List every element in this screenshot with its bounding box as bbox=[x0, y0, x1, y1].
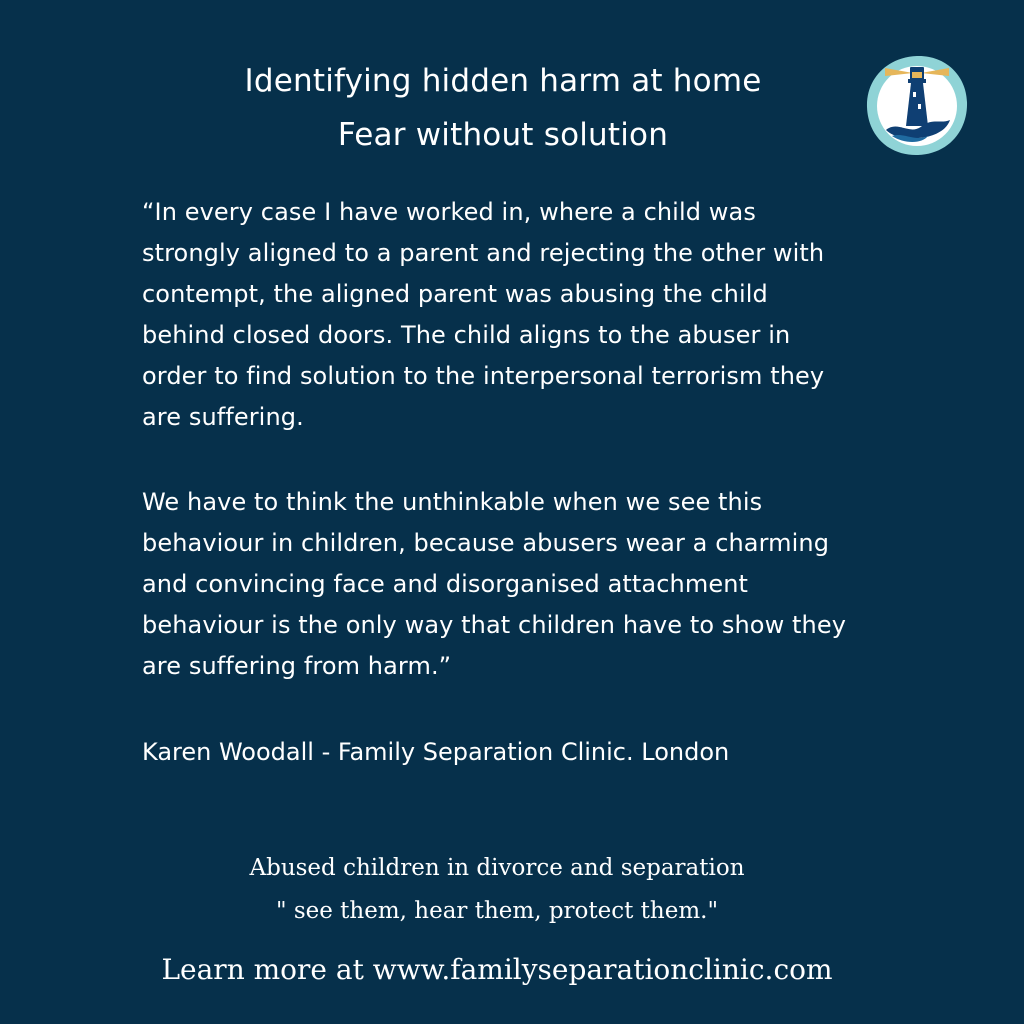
quote-paragraph-2 bbox=[142, 482, 902, 687]
quote-line: order to find solution to the interpersonal terrorism they bbox=[142, 362, 825, 390]
title-line-2: Fear without solution bbox=[337, 117, 669, 153]
quote-line: behaviour in children, because abusers wear a charming bbox=[142, 529, 830, 557]
quote-line: contempt, the aligned parent was abusing the child bbox=[142, 280, 768, 308]
quote-line: are suffering from harm.” bbox=[142, 652, 452, 680]
title-line-1: Identifying hidden harm at home bbox=[244, 63, 762, 99]
tagline-line-1: Abused children in divorce and separation bbox=[249, 855, 745, 881]
quote-line: behind closed doors. The child aligns to the abuser in bbox=[142, 321, 791, 349]
lighthouse-logo bbox=[864, 52, 970, 158]
quote-line: strongly aligned to a parent and rejecting the other with bbox=[142, 239, 825, 267]
tagline-line-2: " see them, hear them, protect them." bbox=[275, 898, 719, 924]
quote-attribution: Karen Woodall - Family Separation Clinic. London bbox=[142, 738, 730, 766]
quote-line: and convincing face and disorganised attachment bbox=[142, 570, 749, 598]
quote-line: are suffering. bbox=[142, 403, 304, 431]
quote-paragraph-1 bbox=[142, 192, 902, 438]
lighthouse-icon bbox=[864, 52, 970, 158]
quote-line: behaviour is the only way that children have to show they bbox=[142, 611, 847, 639]
quote-line: We have to think the unthinkable when we see this bbox=[142, 488, 763, 516]
quote-line: “In every case I have worked in, where a child was bbox=[142, 198, 756, 226]
learn-more-link[interactable]: Learn more at www.familyseparationclinic.com bbox=[161, 953, 833, 986]
